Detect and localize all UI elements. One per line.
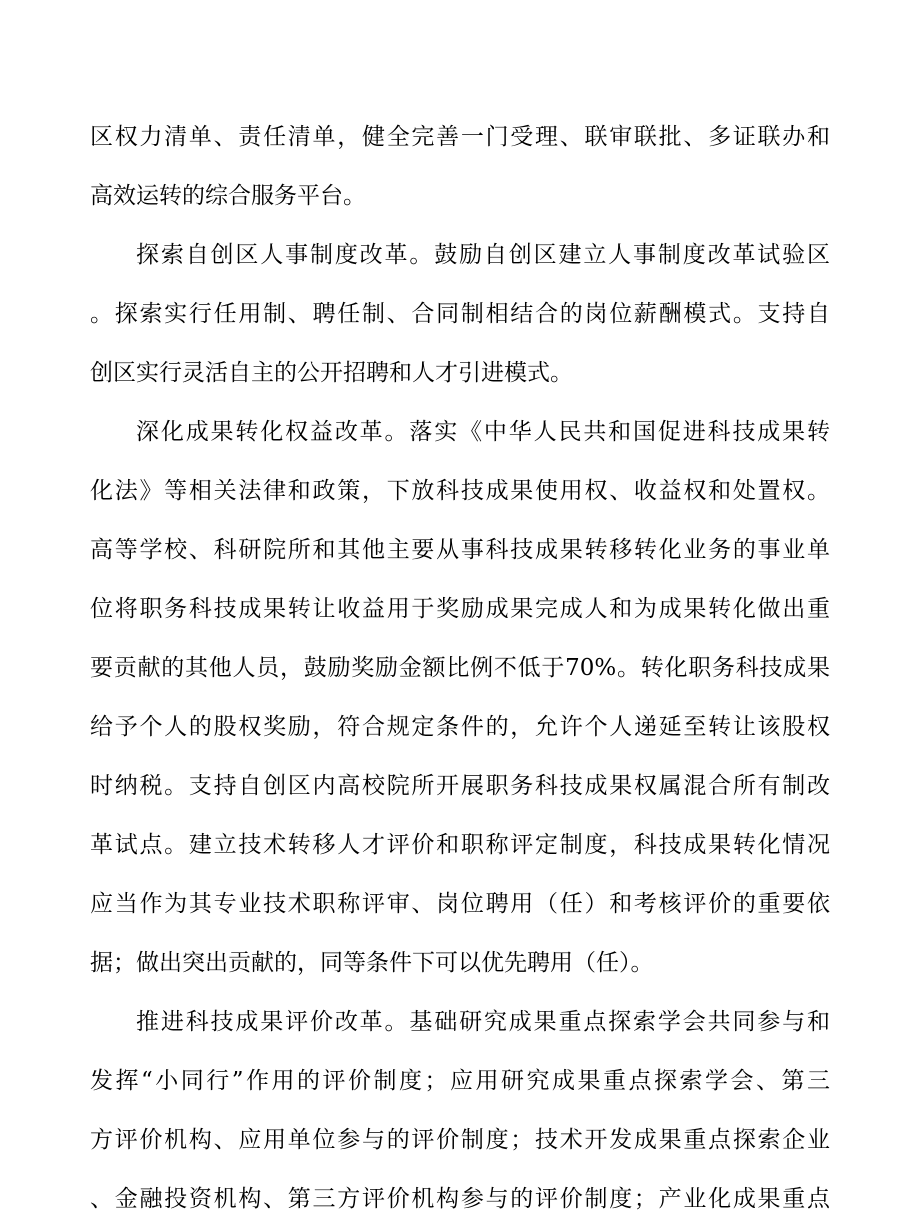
text-line: 高等学校、科研院所和其他主要从事科技成果转移转化业务的事业单 [90,537,830,563]
paragraph-start-line: 推进科技成果评价改革。基础研究成果重点探索学会共同参与和 [136,1009,830,1035]
text-line: 区权力清单、责任清单，健全完善一门受理、联审联批、多证联办和 [90,124,830,150]
text-line: 创区实行灵活自主的公开招聘和人才引进模式。 [90,360,573,386]
text-line: 应当作为其专业技术职称评审、岗位聘用（任）和考核评价的重要依 [90,891,830,917]
paragraph-start-line: 探索自创区人事制度改革。鼓励自创区建立人事制度改革试验区 [136,242,830,268]
text-line: 高效运转的综合服务平台。 [90,183,366,209]
text-line: 方评价机构、应用单位参与的评价制度；技术开发成果重点探索企业 [90,1127,830,1153]
document-body [90,108,830,1229]
text-line: 、金融投资机构、第三方评价机构参与的评价制度；产业化成果重点 [90,1186,830,1212]
text-line: 革试点。建立技术转移人才评价和职称评定制度，科技成果转化情况 [90,832,830,858]
paragraph-start-line: 深化成果转化权益改革。落实《中华人民共和国促进科技成果转 [136,419,830,445]
text-line: 位将职务科技成果转让收益用于奖励成果完成人和为成果转化做出重 [90,596,830,622]
text-line: 发挥“小同行”作用的评价制度；应用研究成果重点探索学会、第三 [90,1068,830,1094]
text-line: 时纳税。支持自创区内高校院所开展职务科技成果权属混合所有制改 [90,773,830,799]
text-line: 据；做出突出贡献的，同等条件下可以优先聘用（任）。 [90,950,654,976]
text-line: 。探索实行任用制、聘任制、合同制相结合的岗位薪酬模式。支持自 [90,301,830,327]
text-line: 给予个人的股权奖励，符合规定条件的，允许个人递延至转让该股权 [90,714,830,740]
text-line: 要贡献的其他人员，鼓励奖励金额比例不低于70%。转化职务科技成果 [90,655,830,681]
text-line: 化法》等相关法律和政策，下放科技成果使用权、收益权和处置权。 [90,478,830,504]
